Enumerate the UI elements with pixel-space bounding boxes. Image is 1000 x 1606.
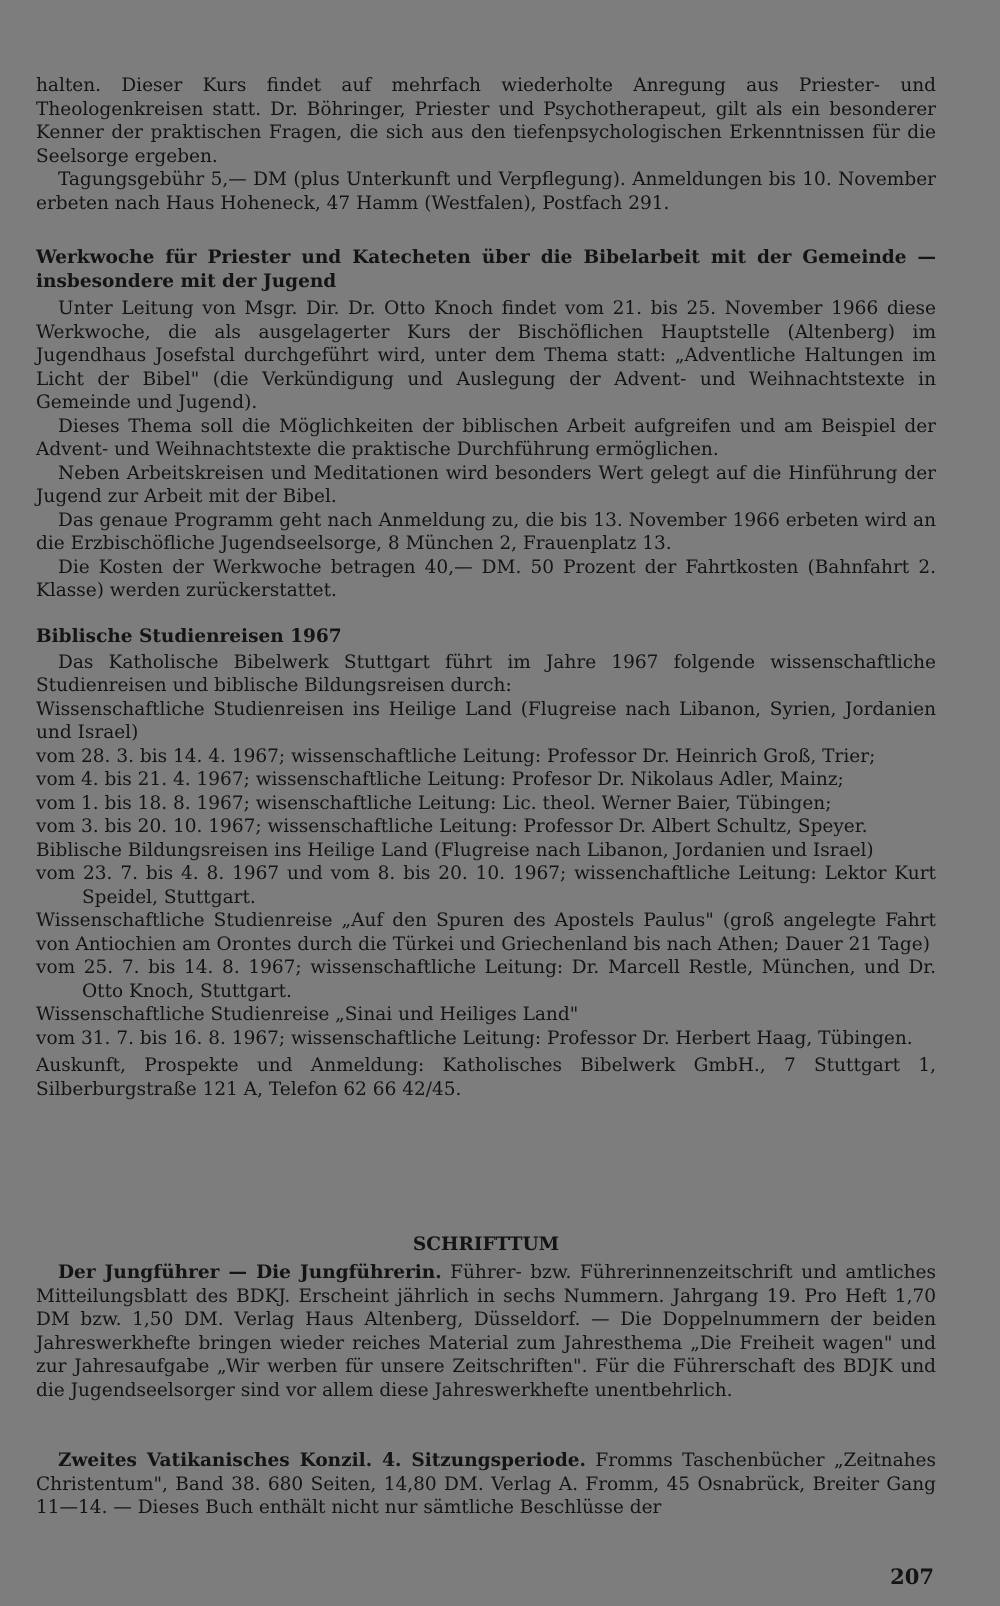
studienreisen-intro: Das Katholische Bibelwerk Stuttgart führt im Jahre 1967 folgende wissenschaftliche Studienreisen und biblische Bildungsreisen durch: — [36, 651, 936, 696]
review-paragraph — [36, 1261, 936, 1402]
werkwoche-paragraph: Die Kosten der Werkwoche betragen 40,— DM. 50 Prozent der Fahrtkosten (Bahnfahrt 2. Klasse) werden zurückerstattet. — [36, 556, 936, 601]
schrifttum-heading: SCHRIFTTUM — [412, 1234, 560, 1255]
werkwoche-section — [36, 246, 936, 603]
werkwoche-paragraph: Neben Arbeitskreisen und Meditationen wird besonders Wert gelegt auf die Hinführung der Jugend zur Arbeit mit der Bibel. — [36, 462, 936, 507]
auskunft-paragraph: Auskunft, Prospekte und Anmeldung: Katholisches Bibelwerk GmbH., 7 Stuttgart 1, Silberburgstraße 121 A, Telefon 62 66 42/45. — [36, 1055, 936, 1100]
studienreisen-section — [36, 625, 936, 1101]
review-title: Zweites Vatikanisches Konzil. 4. Sitzungsperiode. — [58, 1450, 586, 1471]
list-item: vom 25. 7. bis 14. 8. 1967; wissenschaftliche Leitung: Dr. Marcell Restle, München, und Dr. Otto Knoch, Stuttgart. — [36, 957, 936, 1002]
schrifttum-entry — [36, 1449, 936, 1520]
werkwoche-paragraph: Dieses Thema soll die Möglichkeiten der biblischen Arbeit aufgreifen und am Beispiel der Advent- und Weihnachtstexte die praktische Durchführung ermöglichen. — [36, 415, 936, 460]
werkwoche-paragraph: Unter Leitung von Msgr. Dir. Dr. Otto Knoch findet vom 21. bis 25. November 1966 diese Werkwoche, die als ausgelagerter Kurs der Bischöflichen Hauptstelle (Altenberg) im Jugendhaus Josefstal durchgeführt wird, unter dem Thema statt: „Adventliche Haltungen im Licht der Bibel" (die Verkündigung und Auslegung der Advent- und Weihnachtstexte in Gemeinde und Jugend). — [36, 298, 936, 413]
review-title: Der Jungführer — Die Jungführerin. — [58, 1262, 442, 1283]
review-paragraph — [36, 1449, 936, 1520]
list-item: Wissenschaftliche Studienreise „Sinai und Heiliges Land" — [36, 1004, 579, 1025]
schrifttum-entry — [36, 1261, 936, 1402]
list-item: vom 31. 7. bis 16. 8. 1967; wissenschaftliche Leitung: Professor Dr. Herbert Haag, Tübingen. — [36, 1027, 913, 1049]
list-item: vom 1. bis 18. 8. 1967; wisenschaftliche Leitung: Lic. theol. Werner Baier, Tübingen; — [36, 792, 832, 814]
list-item: vom 28. 3. bis 14. 4. 1967; wissenschaftliche Leitung: Professor Dr. Heinrich Groß, Trier; — [36, 745, 876, 767]
werkwoche-heading: Werkwoche für Priester und Katecheten über die Bibelarbeit mit der Gemeinde — insbesondere mit der Jugend — [36, 247, 936, 292]
werkwoche-paragraph: Das genaue Programm geht nach Anmeldung zu, die bis 13. November 1966 erbeten wird an die Erzbischöfliche Jugendseelsorge, 8 München 2, Frauenplatz 13. — [36, 509, 936, 554]
list-item: vom 23. 7. bis 4. 8. 1967 und vom 8. bis 20. 10. 1967; wissenchaftliche Leitung: Lektor Kurt Speidel, Stuttgart. — [36, 863, 936, 908]
intro-paragraph: halten. Dieser Kurs findet auf mehrfach wiederholte Anregung aus Priester- und Theologenkreisen statt. Dr. Böhringer, Priester und Psychotherapeut, gilt als ein besonderer Kenner der praktischen Fragen, die sich aus den tiefenpsychologischen Erkenntnissen für die Seelsorge ergeben. — [36, 75, 936, 167]
list-item: Wissenschaftliche Studienreise „Auf den Spuren des Apostels Paulus" (groß angelegte Fahrt von Antiochien am Orontes durch die Türkei und Griechenland bis nach Athen; Dauer 21 Tage) — [36, 910, 936, 955]
page-number: 207 — [890, 1564, 934, 1589]
list-item: Biblische Bildungsreisen ins Heilige Land (Flugreise nach Libanon, Jordanien und Israel) — [36, 839, 874, 861]
studienreisen-heading: Biblische Studienreisen 1967 — [36, 626, 342, 647]
intro-section — [36, 74, 936, 215]
review-text: Fromms Taschenbücher „Zeitnahes Christentum", Band 38. 680 Seiten, 14,80 DM. Verlag A. Fromm, 45 Osnabrück, Breiter Gang 11—14. — Dieses Buch enthält nicht nur sämtliche Beschlüsse der — [36, 1450, 936, 1518]
list-item: Wissenschaftliche Studienreisen ins Heilige Land (Flugreise nach Libanon, Syrien, Jordanien und Israel) — [36, 698, 936, 743]
review-text: Führer- bzw. Führerinnenzeitschrift und amtliches Mitteilungsblatt des BDKJ. Erscheint jährlich in sechs Nummern. Jahrgang 19. Pro Heft 1,70 DM bzw. 1,50 DM. Verlag Haus Altenberg, Düsseldorf. — Die Doppelnummern der beiden Jahreswerkhefte bringen wieder reiches Material zum Jahresthema „Die Freiheit wagen" und zur Jahresaufgabe „Wir werben für unsere Zeitschriften". Für die Führerschaft des BDJK und die Jugendseelsorger sind vor allem diese Jahreswerkhefte unentbehrlich. — [36, 1262, 936, 1401]
list-item: vom 3. bis 20. 10. 1967; wissenschaftliche Leitung: Professor Dr. Albert Schultz, Speyer. — [36, 816, 868, 837]
list-item: vom 4. bis 21. 4. 1967; wissenschaftliche Leitung: Profesor Dr. Nikolaus Adler, Mainz; — [36, 769, 844, 790]
fee-paragraph: Tagungsgebühr 5,— DM (plus Unterkunft und Verpflegung). Anmeldungen bis 10. November erbeten nach Haus Hoheneck, 47 Hamm (Westfalen), Postfach 291. — [36, 169, 936, 214]
